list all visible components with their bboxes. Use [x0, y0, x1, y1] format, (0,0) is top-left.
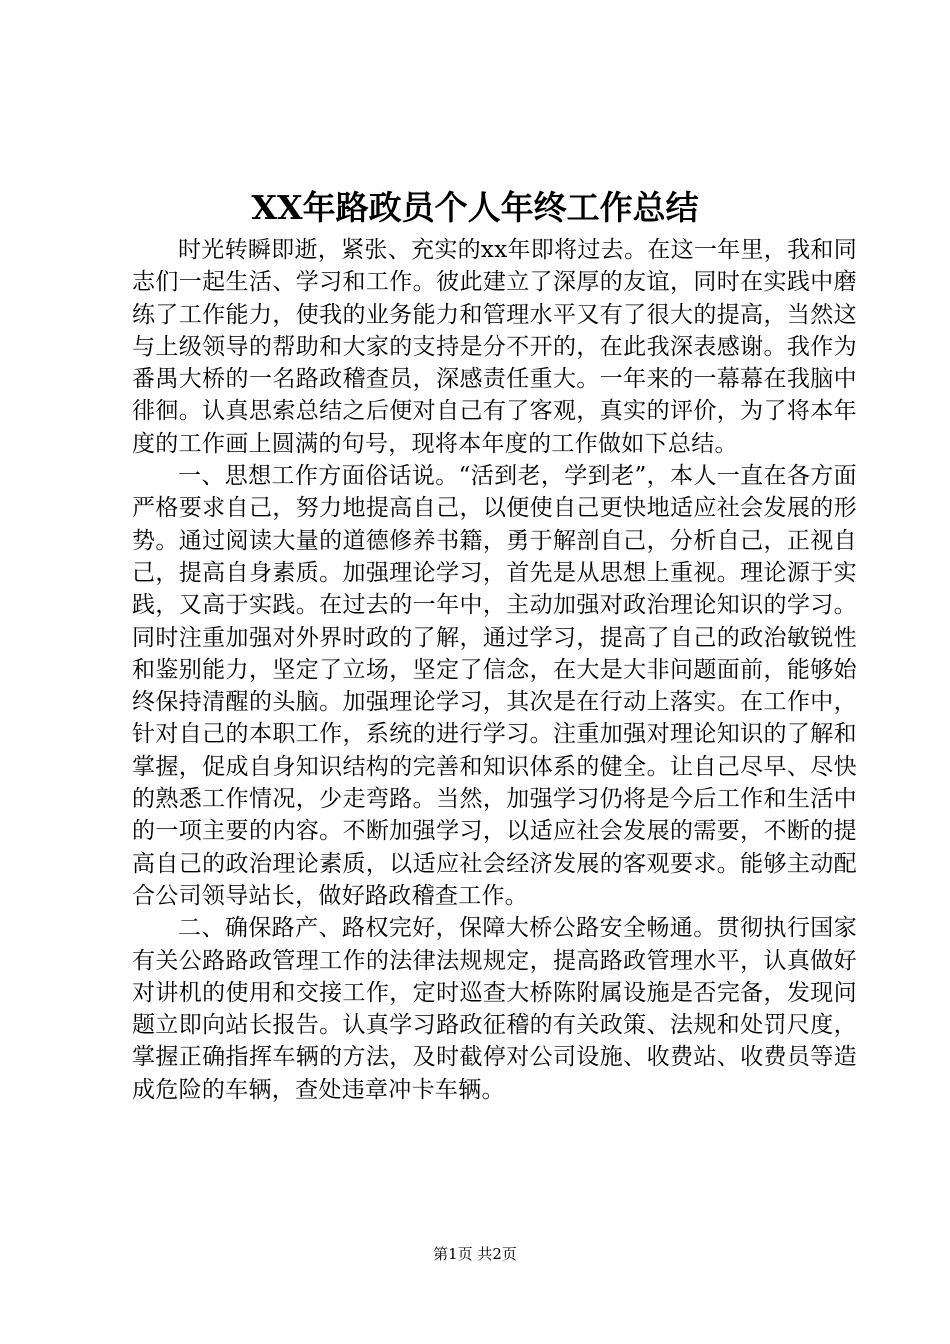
paragraph-section-road-safety: 二、确保路产、路权完好，保障大桥公路安全畅通。贯彻执行国家有关公路路政管理工作的法律法规规定，提高路政管理水平，认真做好对讲机的使用和交接工作，定时巡查大桥陈附属设施是否完备，发现问题立即向站长报告。认真学习路政征稽的有关政策、法规和处罚尺度，掌握正确指挥车辆的方法，及时截停对公司设施、收费站、收费员等造成危险的车辆，查处违章冲卡车辆。 — [132, 915, 857, 1103]
paragraph-intro: 时光转瞬即逝，紧张、充实的xx年即将过去。在这一年里，我和同志们一起生活、学习和工作。彼此建立了深厚的友谊，同时在实践中磨练了工作能力，使我的业务能力和管理水平又有了很大的提高，当然这与上级领导的帮助和大家的支持是分不开的，在此我深表感谢。我作为番禺大桥的一名路政稽查员，深感责任重大。一年来的一幕幕在我脑中徘徊。认真思索总结之后便对自己有了客观，真实的评价，为了将本年度的工作画上圆满的句号，现将本年度的工作做如下总结。 — [132, 237, 857, 457]
document-body — [132, 234, 857, 1106]
page-title: XX年路政员个人年终工作总结 — [251, 188, 699, 227]
page-number-footer: 第1页 共2页 — [433, 1245, 517, 1263]
paragraph-section-thought-work: 一、思想工作方面俗话说。“活到老，学到老”，本人一直在各方面严格要求自己，努力地提高自己，以便使自己更快地适应社会发展的形势。通过阅读大量的道德修养书籍，勇于解剖自己，分析自己，正视自己，提高自身素质。加强理论学习，首先是从思想上重视。理论源于实践，又高于实践。在过去的一年中，主动加强对政治理论知识的学习。同时注重加强对外界时政的了解，通过学习，提高了自己的政治敏锐性和鉴别能力，坚定了立场，坚定了信念，在大是大非问题面前，能够始终保持清醒的头脑。加强理论学习，其次是在行动上落实。在工作中，针对自己的本职工作，系统的进行学习。注重加强对理论知识的了解和掌握，促成自身知识结构的完善和知识体系的健全。让自己尽早、尽快的熟悉工作情况，少走弯路。当然，加强学习仍将是今后工作和生活中的一项主要的内容。不断加强学习，以适应社会发展的需要，不断的提高自己的政治理论素质，以适应社会经济发展的客观要求。能够主动配合公司领导站长，做好路政稽查工作。 — [132, 463, 857, 909]
